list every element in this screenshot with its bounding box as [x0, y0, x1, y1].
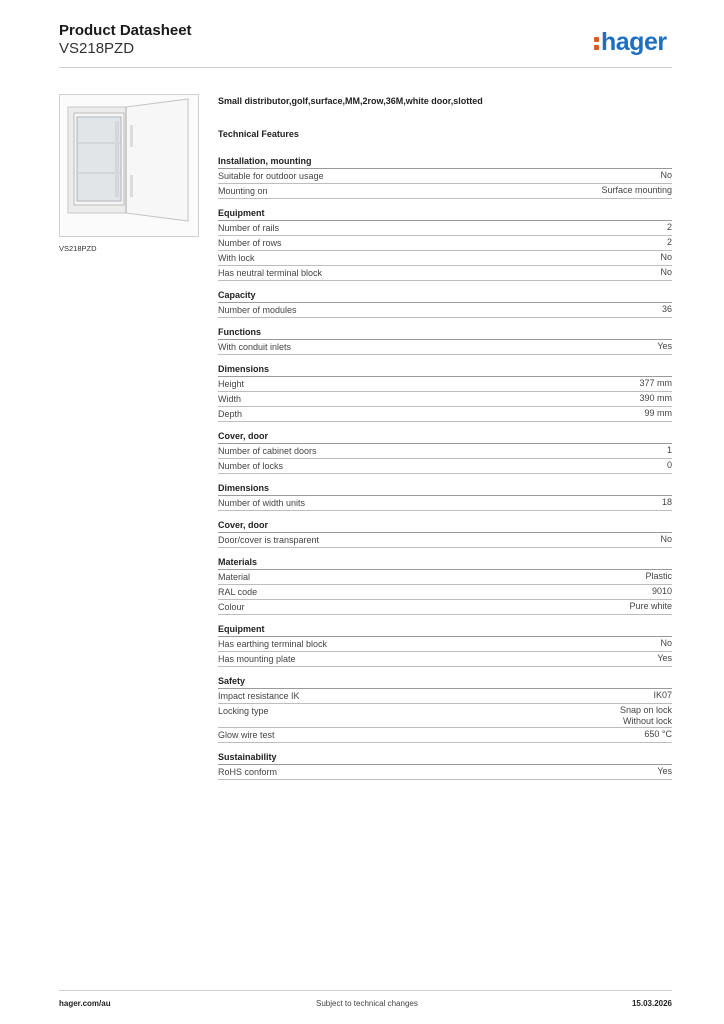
feature-value — [660, 267, 672, 280]
feature-label: Number of width units — [218, 498, 306, 508]
feature-row — [218, 251, 672, 266]
feature-label: Number of locks — [218, 461, 284, 471]
feature-row — [218, 340, 672, 355]
feature-value-line: 390 mm — [639, 393, 672, 403]
feature-label: Depth — [218, 409, 243, 419]
feature-label: Has neutral terminal block — [218, 268, 323, 278]
feature-label: Glow wire test — [218, 730, 275, 740]
feature-value — [667, 222, 672, 235]
feature-label: Door/cover is transparent — [218, 535, 320, 545]
feature-row — [218, 600, 672, 615]
feature-value — [657, 766, 672, 779]
feature-row — [218, 637, 672, 652]
feature-value — [645, 571, 672, 584]
feature-section — [218, 520, 672, 548]
feature-value — [601, 185, 672, 198]
feature-label: RAL code — [218, 587, 258, 597]
feature-value-line: 36 — [661, 304, 672, 314]
feature-row — [218, 377, 672, 392]
feature-section — [218, 752, 672, 780]
feature-value — [660, 534, 672, 547]
feature-row — [218, 704, 672, 728]
distributor-box-icon — [60, 95, 198, 236]
feature-section — [218, 483, 672, 511]
feature-value-line: Snap on lock — [619, 705, 672, 715]
feature-value — [644, 729, 672, 742]
product-code: VS218PZD — [59, 40, 135, 57]
feature-value-line: 9010 — [651, 586, 672, 596]
feature-row — [218, 169, 672, 184]
product-image — [59, 94, 199, 237]
hager-logo — [594, 28, 667, 56]
feature-row — [218, 533, 672, 548]
feature-value-line: No — [660, 638, 672, 648]
feature-section — [218, 364, 672, 422]
footer-date: 15.03.2026 — [631, 999, 672, 1008]
feature-row — [218, 236, 672, 251]
feature-label: With conduit inlets — [218, 342, 292, 352]
feature-value — [660, 170, 672, 183]
feature-value — [657, 341, 672, 354]
feature-value — [620, 705, 672, 727]
feature-value-line: 2 — [666, 222, 672, 232]
feature-label: Suitable for outdoor usage — [218, 171, 324, 181]
section-title: Cover, door — [218, 431, 672, 444]
feature-label: Number of rails — [218, 223, 280, 233]
feature-row — [218, 652, 672, 667]
feature-row — [218, 303, 672, 318]
feature-value-line: Pure white — [629, 601, 672, 611]
feature-row — [218, 689, 672, 704]
feature-value — [660, 252, 672, 265]
section-title: Safety — [218, 676, 672, 689]
feature-section — [218, 156, 672, 199]
feature-label: Number of cabinet doors — [218, 446, 317, 456]
feature-value — [660, 638, 672, 651]
feature-value — [662, 304, 672, 317]
logo-text: hager — [601, 28, 667, 56]
feature-value-line: Without lock — [622, 716, 672, 726]
footer-notice: Subject to technical changes — [316, 999, 418, 1008]
header-divider — [59, 67, 672, 68]
feature-label: With lock — [218, 253, 255, 263]
section-title: Capacity — [218, 290, 672, 303]
feature-section — [218, 624, 672, 667]
feature-section — [218, 557, 672, 615]
feature-value — [644, 408, 672, 421]
feature-value-line: No — [660, 252, 672, 262]
feature-value-line: Plastic — [645, 571, 672, 581]
feature-value — [639, 378, 672, 391]
section-title: Equipment — [218, 624, 672, 637]
feature-section — [218, 290, 672, 318]
feature-value-line: 99 mm — [644, 408, 672, 418]
feature-value-line: Yes — [657, 766, 672, 776]
feature-value-line: 377 mm — [639, 378, 672, 388]
feature-label: Material — [218, 572, 251, 582]
feature-label: RoHS conform — [218, 767, 278, 777]
feature-label: Has mounting plate — [218, 654, 296, 664]
feature-value-line: Yes — [657, 341, 672, 351]
footer-website[interactable]: hager.com/au — [59, 999, 111, 1008]
logo-dots-icon — [594, 28, 600, 56]
feature-label: Has earthing terminal block — [218, 639, 328, 649]
image-caption: VS218PZD — [59, 244, 97, 253]
feature-value — [662, 497, 672, 510]
feature-value-line: 2 — [666, 237, 672, 247]
feature-label: Height — [218, 379, 245, 389]
section-title: Cover, door — [218, 520, 672, 533]
feature-value — [657, 653, 672, 666]
footer-divider — [59, 990, 672, 991]
feature-label: Colour — [218, 602, 245, 612]
section-title: Installation, mounting — [218, 156, 672, 169]
feature-label: Impact resistance IK — [218, 691, 300, 701]
feature-value — [667, 237, 672, 250]
feature-section — [218, 208, 672, 281]
feature-value-line: No — [660, 170, 672, 180]
feature-row — [218, 444, 672, 459]
feature-row — [218, 459, 672, 474]
feature-label: Number of rows — [218, 238, 282, 248]
page-title: Product Datasheet — [59, 22, 192, 39]
technical-features-heading: Technical Features — [218, 129, 299, 139]
feature-value — [667, 460, 672, 473]
feature-value-line: IK07 — [653, 690, 672, 700]
feature-row — [218, 266, 672, 281]
feature-value-line: 0 — [666, 460, 672, 470]
feature-row — [218, 392, 672, 407]
datasheet-content — [218, 96, 672, 789]
product-description: Small distributor,golf,surface,MM,2row,36M,white door,slotted — [218, 96, 483, 106]
feature-value-line: 650 °C — [644, 729, 672, 739]
feature-row — [218, 496, 672, 511]
feature-row — [218, 570, 672, 585]
feature-row — [218, 407, 672, 422]
feature-section — [218, 676, 672, 743]
feature-value — [652, 586, 672, 599]
feature-label: Width — [218, 394, 242, 404]
section-title: Materials — [218, 557, 672, 570]
feature-sections — [218, 156, 672, 780]
feature-section — [218, 327, 672, 355]
feature-label: Mounting on — [218, 186, 268, 196]
section-title: Dimensions — [218, 364, 672, 377]
feature-row — [218, 184, 672, 199]
feature-value-line: No — [660, 534, 672, 544]
feature-section — [218, 431, 672, 474]
feature-row — [218, 221, 672, 236]
feature-value — [639, 393, 672, 406]
feature-row — [218, 585, 672, 600]
feature-value — [653, 690, 672, 703]
feature-row — [218, 728, 672, 743]
feature-value — [629, 601, 672, 614]
feature-label: Locking type — [218, 706, 269, 716]
section-title: Equipment — [218, 208, 672, 221]
feature-value-line: No — [660, 267, 672, 277]
feature-label: Number of modules — [218, 305, 297, 315]
feature-value-line: 18 — [661, 497, 672, 507]
section-title: Functions — [218, 327, 672, 340]
feature-value-line: Yes — [657, 653, 672, 663]
feature-value-line: 1 — [666, 445, 672, 455]
section-title: Sustainability — [218, 752, 672, 765]
feature-row — [218, 765, 672, 780]
feature-value-line: Surface mounting — [601, 185, 672, 195]
section-title: Dimensions — [218, 483, 672, 496]
feature-value — [667, 445, 672, 458]
